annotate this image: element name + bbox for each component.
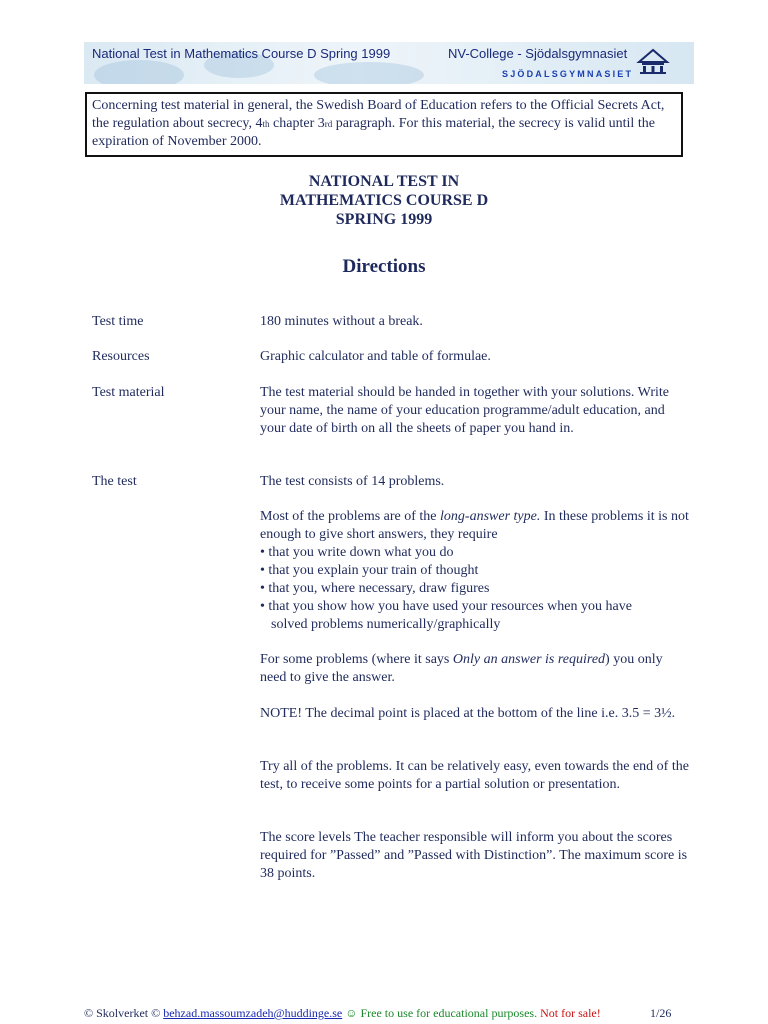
the-test-count: The test consists of 14 problems. bbox=[260, 474, 445, 489]
list-item: • that you, where necessary, draw figures bbox=[260, 581, 490, 596]
resources-label: Resources bbox=[92, 349, 150, 364]
long-answer-paragraph: Most of the problems are of the long-answer type. In these problems it is not enough to give short answers, they require • that you write down what you do • that you explain your train of thought • that you, where necessary, draw figures • that you show how you have used your resources when you have solved problems numerically/graphically bbox=[260, 509, 689, 632]
footer-not-for-sale: Not for sale! bbox=[537, 1006, 601, 1020]
test-material-text: The test material should be handed in together with your solutions. Write your name, the name of your education programme/adult education, and your date of birth on all the sheets of paper you hand in. bbox=[260, 385, 669, 436]
answer-only-paragraph: For some problems (where it says Only an answer is required) you only need to give the answer. bbox=[260, 652, 663, 685]
school-building-logo-icon bbox=[636, 48, 670, 76]
directions-heading: Directions bbox=[342, 256, 426, 277]
test-time-text: 180 minutes without a break. bbox=[260, 314, 423, 329]
title-line: MATHEMATICS COURSE D bbox=[279, 192, 489, 209]
title-line: SPRING 1999 bbox=[335, 211, 433, 228]
title-line: NATIONAL TEST IN bbox=[308, 173, 460, 190]
map-decoration bbox=[94, 60, 184, 84]
document-title bbox=[84, 172, 684, 229]
list-item: • that you explain your train of thought bbox=[260, 563, 479, 578]
list-item: • that you show how you have used your resources when you have bbox=[260, 599, 632, 614]
secrecy-notice: Concerning test material in general, the Swedish Board of Education refers to the Official Secrets Act, the regulation about secrecy, 4th chapter 3rd paragraph. For this material, the secrecy is valid until the expiration of November 2000. bbox=[85, 92, 683, 157]
header-school-title: NV-College - Sjödalsgymnasiet bbox=[448, 46, 628, 61]
list-item-continuation: solved problems numerically/graphically bbox=[271, 617, 501, 632]
decimal-point-note: NOTE! The decimal point is placed at the bottom of the line i.e. 3.5 = 3½. bbox=[260, 706, 676, 721]
footer-email-link[interactable]: behzad.massoumzadeh@huddinge.se bbox=[163, 1006, 343, 1020]
page-number: 1/26 bbox=[650, 1006, 672, 1020]
map-decoration bbox=[314, 62, 424, 84]
header-banner bbox=[84, 42, 694, 84]
footer-free-use: ☺ Free to use for educational purposes. bbox=[342, 1006, 538, 1020]
resources-text: Graphic calculator and table of formulae. bbox=[260, 349, 491, 364]
test-time-label: Test time bbox=[92, 314, 144, 329]
header-test-title: National Test in Mathematics Course D Spring 1999 bbox=[92, 46, 391, 61]
list-item: • that you write down what you do bbox=[260, 545, 454, 560]
page-footer bbox=[84, 1006, 704, 1021]
score-levels-paragraph: The score levels The teacher responsible will inform you about the scores required for ”Passed” and ”Passed with Distinction”. The maximum score is 38 points. bbox=[260, 830, 688, 881]
footer-copyright: © Skolverket © bbox=[84, 1006, 164, 1020]
school-wordmark: SJÖDALSGYMNASIET bbox=[502, 69, 634, 79]
test-material-label: Test material bbox=[92, 385, 165, 400]
the-test-label: The test bbox=[92, 474, 137, 489]
try-all-paragraph: Try all of the problems. It can be relatively easy, even towards the end of the test, to receive some points for a partial solution or presentation. bbox=[260, 759, 689, 792]
